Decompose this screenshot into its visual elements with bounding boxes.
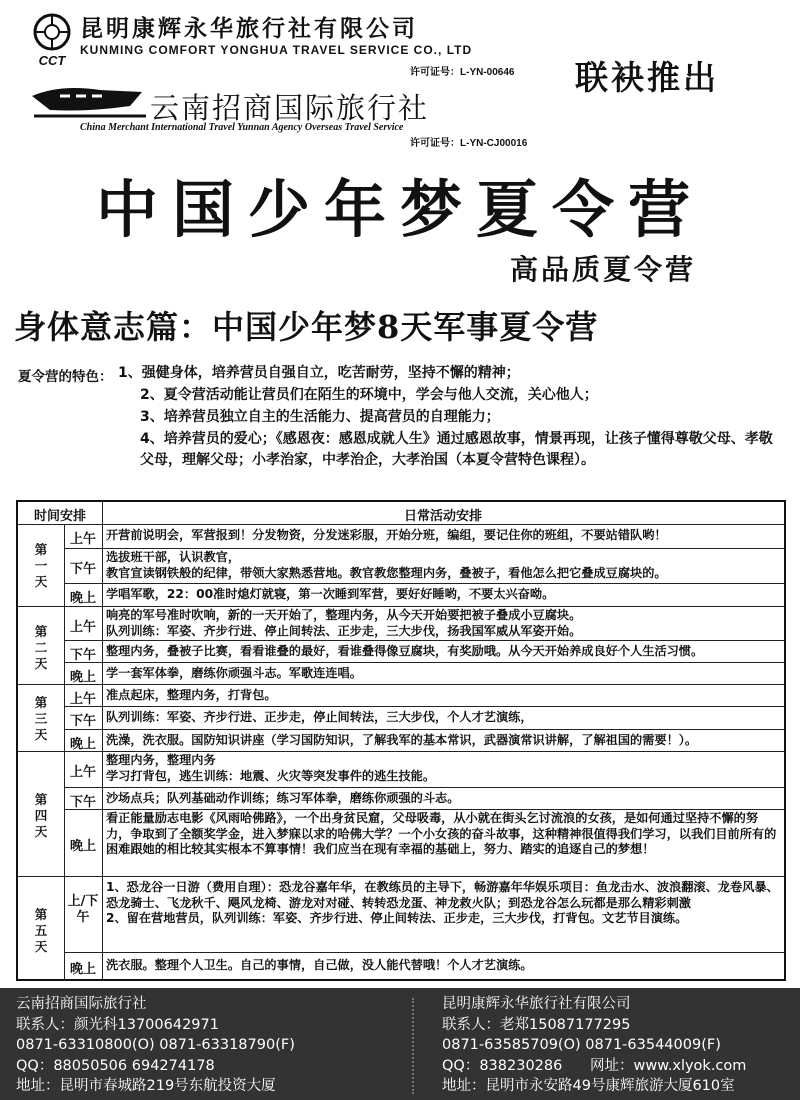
activity-text: 洗衣服。整理个人卫生。自己的事情，自己做，没人能代替哦！个人才艺演练。 [106,958,533,972]
table-row-divider [64,706,784,707]
company1-name-en: KUNMING COMFORT YONGHUA TRAVEL SERVICE CO., LTD [80,43,473,57]
time-slot: 下午 [69,714,96,729]
day-label: 第 五 天 [34,907,48,954]
table-row-divider [64,809,784,810]
footer-right-company: 昆明康辉永华旅行社有限公司 [442,996,631,1012]
activity-text: 洗澡，洗衣服。国防知识讲座（学习国防知识，了解我军的基本常识，武器演常识讲解，了解祖国的需要！）。 [106,733,698,747]
footer-divider [412,998,414,1094]
activity-text: 队列训练：军姿、齐步行进、正步走，停止间转法，三大步伐，个人才艺演练， [106,710,533,724]
time-slot: 下午 [69,562,96,577]
time-slot: 晚上 [69,591,96,606]
cct-logo-text: CCT [38,53,66,68]
table-row-divider [18,524,784,525]
table-row-divider [64,583,784,584]
table-row-divider [64,729,784,730]
footer-right-qq-web: QQ：838230286 网址：www.xlyok.com [442,1057,747,1074]
activity-text: 选拔班干部，认识教官， 教官宣读钢铁般的纪律，带领大家熟悉营地。教官教您整理内务，叠被子，看他怎么把它叠成豆腐块的。 [106,550,667,580]
activity-text: 响亮的军号准时吹响，新的一天开始了，整理内务，从今天开始要把被子叠成小豆腐块。 队列训练：军姿、齐步行进、停止间转法、正步走，三大步伐，扬我国军威从军姿开始。 [106,608,582,638]
time-slot: 晚上 [69,670,96,685]
features-label: 夏令营的特色： [18,369,113,385]
time-slot: 上午 [69,692,96,707]
footer-left [16,994,295,1097]
footer-left-qq: QQ：88050506 694274178 [16,1057,215,1074]
company2-license: 许可证号：L-YN-CJ00016 [410,138,528,149]
feature-item: 4、培养营员的爱心；《感恩夜：感恩成就人生》通过感恩故事，情景再现，让孩子懂得尊敬父母、孝敬父母，理解父母；小孝治家，中孝治企，大孝治国（本夏令营特色课程）。 [140,431,773,468]
activity-text: 整理内务，整理内务 学习打背包，逃生训练：地震、火灾等突发事件的逃生技能。 [106,753,436,783]
section-title: 身体意志篇：中国少年梦8天军事夏令营 [14,308,599,346]
feature-item: 2、夏令营活动能让营员们在陌生的环境中，学会与他人交流，关心他人； [140,387,598,403]
footer-left-company: 云南招商国际旅行社 [16,996,147,1012]
time-slot: 上/下 午 [67,894,99,925]
main-title: 中国少年梦夏令营 [95,173,704,246]
activity-text: 开营前说明会，军营报到！分发物资，分发迷彩服，开始分班，编组，要记住你的班组，不要站错队哟！ [106,528,667,542]
time-slot: 晚上 [69,839,96,854]
activity-text: 准点起床，整理内务，打背包。 [106,688,277,702]
header-time: 时间安排 [33,509,86,524]
table-row-divider [64,548,784,549]
table-row-divider [18,876,784,877]
time-slot: 上午 [69,620,96,635]
company1-license: 许可证号：L-YN-00646 [410,67,515,78]
table-row-divider [18,751,784,752]
feature-item: 3、培养营员独立自主的生活能力、提高营员的自理能力； [140,409,500,425]
day-label: 第 二 天 [34,624,48,671]
day-label: 第 四 天 [34,792,48,839]
time-slot: 下午 [69,795,96,810]
joint-launch-text: 联袂推出 [575,58,719,97]
time-slot: 上午 [69,765,96,780]
activity-text: 沙场点兵；队列基础动作训练；练习军体拳，磨练你顽强的斗志。 [106,791,460,805]
activity-text: 看正能量励志电影《风雨哈佛路》，一个出身贫民窟，父母吸毒，从小就在街头乞讨流浪的女孩，是如何通过坚持不懈的努力，争取到了全额奖学金，进入梦寐以求的哈佛大学？一个小女孩的奋斗故事，这种精神很值得我们学习，以我们目前所有的困难跟她的相比较其实根本不算事情！我们应当在现有幸福的基础上，努力、踏实的追逐自己的梦想！ [106,811,777,857]
company2-name: 云南招商国际旅行社 [150,91,430,125]
table-row-divider [64,787,784,788]
company2-name-en: China Merchant International Travel Yunnan Agency Overseas Travel Service [80,122,404,133]
footer-right [442,994,746,1097]
activity-text: 学唱军歌，22：00准时熄灯就寝，第一次睡到军营，要好好睡哟，不要太兴奋呦。 [106,587,555,601]
footer-left-phone: 0871-63310800(O) 0871-63318790(F) [16,1037,295,1053]
time-slot: 上午 [69,532,96,547]
table-row-divider [64,662,784,663]
footer-right-contact: 联系人：老郑15087177295 [442,1016,631,1033]
time-slot: 晚上 [69,737,96,752]
footer-right-phone: 0871-63585709(O) 0871-63544009(F) [442,1037,721,1053]
table-col-divider [102,502,103,979]
day-label: 第 三 天 [34,695,48,742]
time-slot: 下午 [69,648,96,663]
schedule-table [16,500,786,981]
day-label: 第 一 天 [34,542,48,589]
table-row-divider [18,684,784,685]
table-row-divider [64,640,784,641]
time-slot: 晚上 [69,962,96,977]
header-activities: 日常活动安排 [403,509,482,524]
footer-left-address: 地址：昆明市春城路219号东航投资大厦 [16,1078,276,1094]
company1-name: 昆明康辉永华旅行社有限公司 [80,16,418,42]
footer-right-address: 地址：昆明市永安路49号康辉旅游大厦610室 [442,1078,735,1094]
china-merchant-logo [30,82,148,122]
table-row-divider [64,952,784,953]
activity-text: 整理内务，叠被子比赛，看看谁叠的最好，看谁叠得像豆腐块，有奖励哦。从今天开始养成良好个人生活习惯。 [106,644,704,658]
cct-logo [30,12,74,68]
subtitle: 高品质夏令营 [510,253,697,286]
feature-item: 1、强健身体，培养营员自强自立，吃苦耐劳，坚持不懈的精神； [118,365,520,381]
activity-text: 学一套军体拳，磨练你顽强斗志。军歌连连唱。 [106,666,362,680]
activity-text: 1、恐龙谷一日游（费用自理）：恐龙谷嘉年华，在教练员的主导下，畅游嘉年华娱乐项目：鱼龙击水、波浪翻滚、龙卷风暴、恐龙骑士、飞龙秋千、飓风龙椅、游龙对对碰、转转恐龙蛋、神龙救火队；到恐龙谷怎么玩都是那么精彩刺激 2、留在营地营员，队列训练：军姿、齐步行进、停止间转法、正步走，三大步伐，打背包。文艺节目演练。 [106,880,779,926]
footer-left-contact: 联系人：颜光科13700642971 [16,1016,219,1033]
table-row-divider [18,606,784,607]
